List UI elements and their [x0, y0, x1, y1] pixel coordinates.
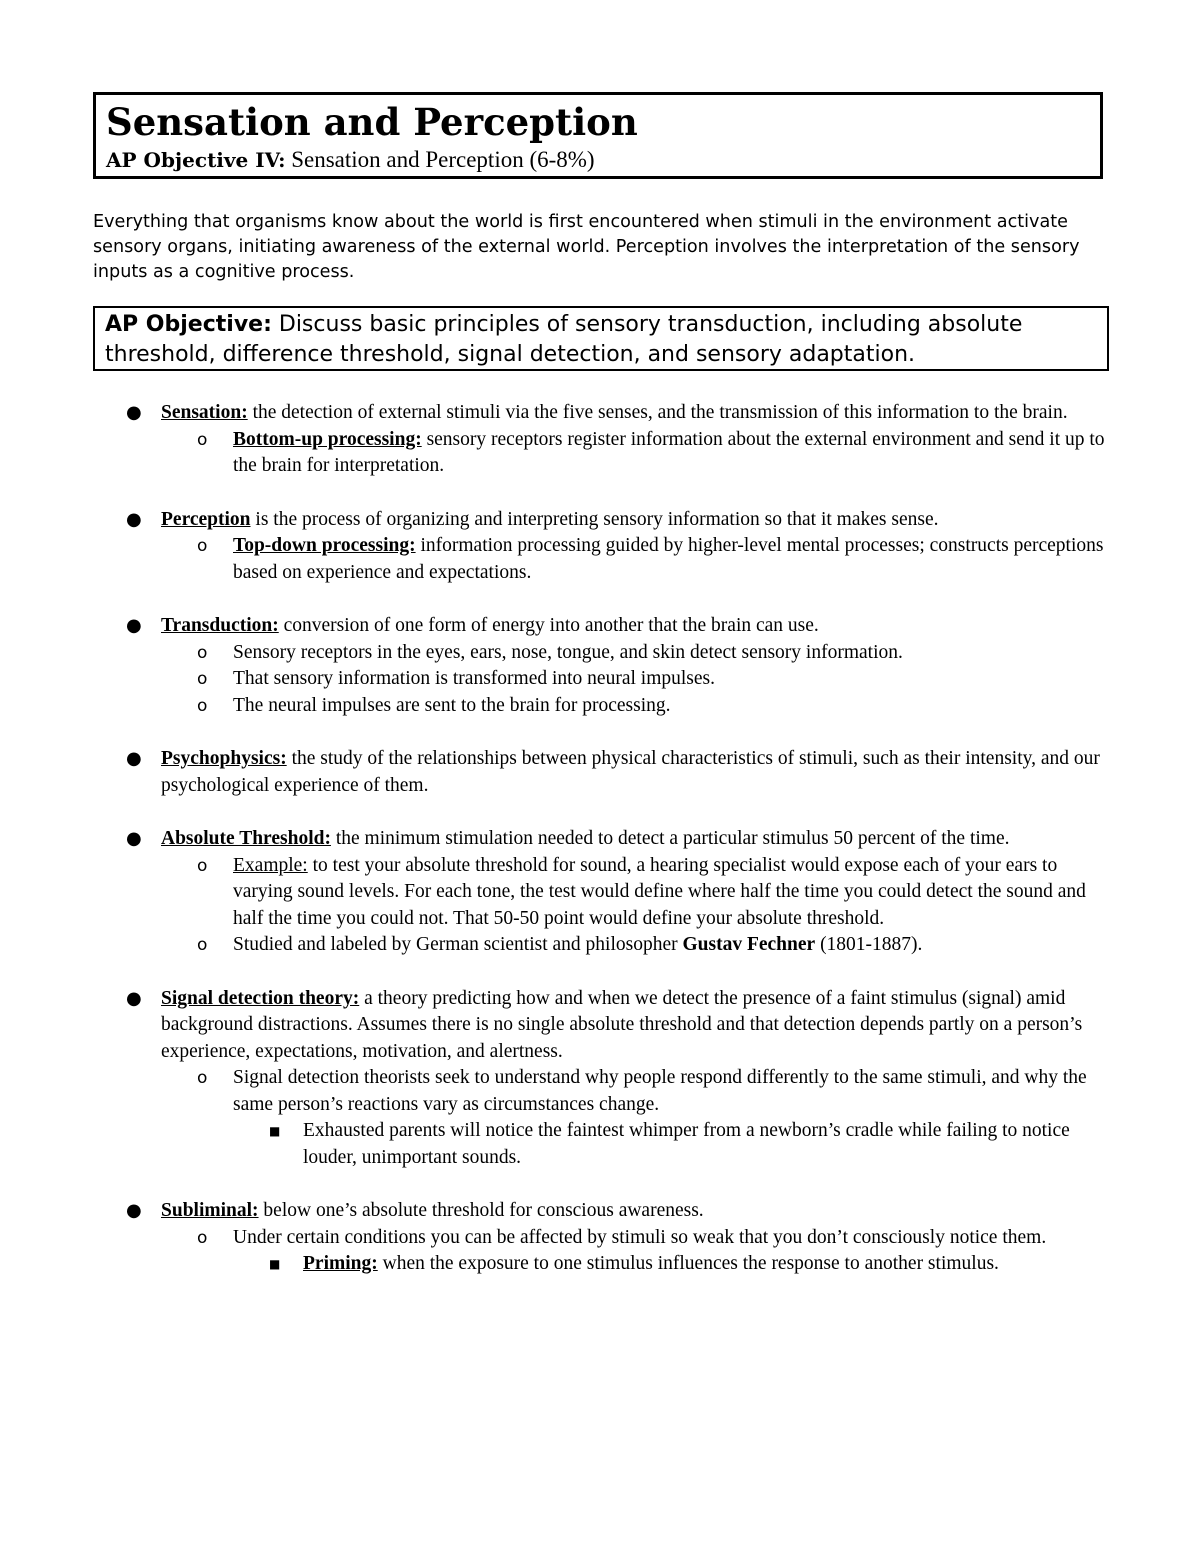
term-absolute-threshold: Absolute Threshold: [161, 828, 331, 849]
sub-item-text: Signal detection theorists seek to understand why people respond differently to the same stimuli, and why the same person’s reactions vary as circumstances change. [233, 1067, 1087, 1115]
ap-objective-text: Discuss basic principles of sensory transduction, including absolute threshold, difference threshold, signal detection, and sensory adaptation. [105, 312, 1023, 367]
list-item-perception [93, 507, 1113, 587]
term-top-down: Top-down processing: [233, 535, 416, 556]
term-perception: Perception [161, 508, 251, 530]
fechner-name: Gustav Fechner [682, 934, 816, 955]
list-item-transduction [93, 613, 1113, 719]
definition-transduction: conversion of one form of energy into another that the brain can use. [278, 615, 819, 636]
notes-list [93, 400, 1113, 1278]
bullet-icon: ● [126, 987, 142, 1009]
list-item-sensation [93, 400, 1113, 480]
square-marker-icon: ■ [269, 1257, 281, 1271]
title-box [93, 92, 1103, 179]
sub-item-text: The neural impulses are sent to the brain for processing. [233, 694, 671, 716]
term-subliminal: Subliminal: [161, 1200, 259, 1221]
bullet-icon: ● [126, 1200, 142, 1221]
list-item-absolute-threshold [93, 826, 1113, 959]
objective-label: AP Objective IV: [106, 148, 286, 172]
term-psychophysics: Psychophysics: [161, 748, 287, 769]
bullet-icon: ● [126, 402, 142, 423]
circle-marker-icon: o [197, 642, 208, 663]
term-bottom-up: Bottom-up processing: [233, 428, 422, 450]
sub-item [93, 693, 1113, 720]
list-item-psychophysics [93, 746, 1113, 799]
circle-marker-icon: o [197, 429, 208, 450]
circle-marker-icon: o [197, 536, 208, 556]
sub-item-example [93, 853, 1113, 933]
ap-objective-box [93, 306, 1109, 371]
circle-marker-icon: o [197, 855, 208, 876]
circle-marker-icon: o [197, 935, 208, 955]
sub-item-fechner [93, 932, 1113, 959]
definition-subliminal: below one’s absolute threshold for conscious awareness. [258, 1200, 704, 1221]
sub-item [93, 1065, 1113, 1171]
circle-marker-icon: o [197, 669, 208, 689]
sub-sub-item [93, 1118, 1113, 1171]
fechner-text-after: (1801-1887). [815, 934, 923, 955]
definition-priming: when the exposure to one stimulus influences the response to another stimulus. [377, 1253, 999, 1274]
bullet-icon: ● [126, 508, 142, 530]
term-priming: Priming: [303, 1253, 378, 1274]
bullet-icon: ● [126, 615, 142, 636]
fechner-text-before: Studied and labeled by German scientist and philosopher [233, 934, 683, 955]
definition-perception: is the process of organizing and interpreting sensory information so that it makes sense. [250, 508, 939, 530]
sub-sub-item-text: Exhausted parents will notice the faintest whimper from a newborn’s cradle while failing to notice louder, unimportant sounds. [303, 1120, 1070, 1168]
ap-objective-label: AP Objective: [105, 312, 272, 337]
circle-marker-icon: o [197, 1068, 208, 1088]
definition-signal-detection: a theory predicting how and when we detect the presence of a faint stimulus (signal) amid background distractions. Assumes there is no single absolute threshold and that detection depends partly on a person’s experience, expectations, motivation, and alertness. [161, 987, 1083, 1062]
definition-psychophysics: the study of the relationships between physical characteristics of stimuli, such as their intensity, and our psychological experience of them. [161, 748, 1100, 796]
term-signal-detection: Signal detection theory: [161, 987, 360, 1009]
sub-item-top-down [93, 533, 1113, 586]
definition-bottom-up: sensory receptors register information about the external environment and send it up to the brain for interpretation. [233, 428, 1105, 476]
sub-item [93, 1225, 1113, 1278]
square-marker-icon: ■ [269, 1124, 281, 1138]
example-text: to test your absolute threshold for sound, a hearing specialist would expose each of your ears to varying sound levels. For each tone, the test would define where half the time you could detect the sound and half the time you could not. That 50-50 point would define your absolute threshold. [233, 854, 1086, 929]
definition-sensation: the detection of external stimuli via the five senses, and the transmission of this information to the brain. [247, 402, 1068, 423]
sub-sub-item-priming [93, 1251, 1113, 1278]
definition-absolute-threshold: the minimum stimulation needed to detect a particular stimulus 50 percent of the time. [330, 828, 1010, 849]
bullet-icon: ● [126, 748, 142, 769]
sub-item-text: Under certain conditions you can be affected by stimuli so weak that you don’t consciously notice them. [233, 1226, 1047, 1248]
list-item-subliminal [93, 1198, 1113, 1278]
circle-marker-icon: o [197, 695, 208, 716]
circle-marker-icon: o [197, 1227, 208, 1248]
sub-item [93, 666, 1113, 693]
sub-item-text: That sensory information is transformed into neural impulses. [233, 668, 715, 689]
definition-top-down: information processing guided by higher-level mental processes; constructs perceptions based on experience and expectations. [233, 535, 1104, 583]
example-label: Example: [233, 854, 308, 876]
sub-item-bottom-up [93, 427, 1113, 480]
sub-item [93, 640, 1113, 667]
page-title: Sensation and Perception [106, 100, 638, 144]
sub-item-text: Sensory receptors in the eyes, ears, nose, tongue, and skin detect sensory information. [233, 641, 903, 663]
intro-paragraph: Everything that organisms know about the world is first encountered when stimuli in the environment activate sensory organs, initiating awareness of the external world. Perception involves the interpretation of the sensory inputs as a cognitive process. [93, 212, 1080, 282]
term-transduction: Transduction: [161, 615, 279, 636]
list-item-signal-detection [93, 986, 1113, 1172]
term-sensation: Sensation: [161, 402, 248, 423]
bullet-icon: ● [126, 828, 142, 849]
objective-text: Sensation and Perception (6-8%) [285, 147, 595, 172]
objective-subtitle [106, 145, 1090, 175]
